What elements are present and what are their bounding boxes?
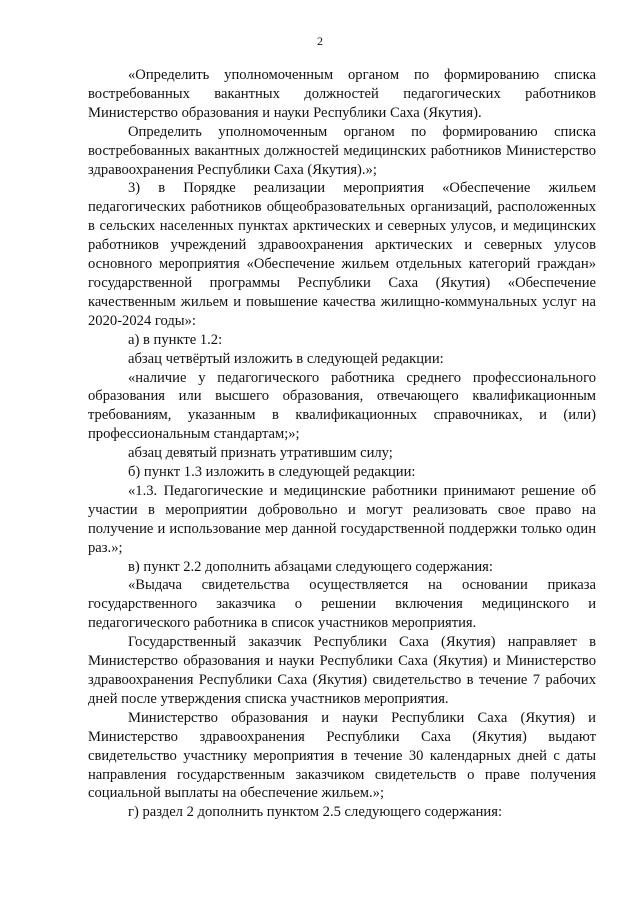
paragraph-procedure-item-3: 3) в Порядке реализации мероприятия «Обеспечение жильем педагогических работников общеобразовательных организаций, расположенных в сельских населенных пунктах арктических и северных улусов, и медицинских работников учреждений здравоохранения арктических и северных улусов основного мероприятия «Обеспечение жильем отдельных категорий граждан» государственной программы Республики Саха (Якутия) «Обеспечение качественным жильем и повышение качества жилищно-коммунальных услуг на 2020-2024 годы»:: [88, 180, 596, 329]
paragraph-certificate-issue: «Выдача свидетельства осуществляется на основании приказа государственного заказчика о решении включения медицинского и педагогического работника в список участников мероприятия.: [88, 577, 596, 632]
paragraph-subitem-g: г) раздел 2 дополнить пунктом 2.5 следующего содержания:: [128, 804, 503, 821]
paragraph-state-customer: Государственный заказчик Республики Саха (Якутия) направляет в Министерство образования и науки Республики Саха (Якутия) и Министерство здравоохранения Республики Саха (Якутия) свидетельство в течение 7 рабочих дней после утверждения списка участников мероприятия.: [88, 634, 596, 707]
paragraph-subitem-v: в) пункт 2.2 дополнить абзацами следующего содержания:: [128, 558, 493, 575]
paragraph-ministries-issue: Министерство образования и науки Республики Саха (Якутия) и Министерство здравоохранения Республики Саха (Якутия) выдают свидетельство участнику мероприятия в течение 30 календарных дней с даты направления государственным заказчиком свидетельств о праве получения социальной выплаты на обеспечение жильем.»;: [88, 709, 596, 802]
paragraph-quoted-qualification: «наличие у педагогического работника среднего профессионального образования или высшего образования, отвечающего квалификационным требованиям, указанным в квалификационных справочниках, и (или) профессиональным стандартам;»;: [88, 369, 596, 443]
paragraph-subitem-b: б) пункт 1.3 изложить в следующей редакции:: [128, 464, 416, 481]
page-number: 2: [317, 34, 323, 48]
paragraph-fourth-abzac: абзац четвёртый изложить в следующей редакции:: [128, 350, 444, 367]
paragraph-subitem-a: а) в пункте 1.2:: [128, 331, 223, 348]
document-body: [88, 66, 596, 822]
paragraph-quoted-1-3: «1.3. Педагогические и медицинские работники принимают решение об участии в мероприятии добровольно и могут реализовать свое право на получение и использование мер данной государственной поддержки только один раз.»;: [88, 482, 596, 556]
paragraph-education-authority: «Определить уполномоченным органом по формированию списка востребованных вакантных должностей педагогических работников Министерство образования и науки Республики Саха (Якутия).: [88, 67, 596, 121]
paragraph-health-authority: Определить уполномоченным органом по формированию списка востребованных вакантных должностей медицинских работников Министерство здравоохранения Республики Саха (Якутия).»;: [88, 123, 596, 178]
paragraph-ninth-abzac: абзац девятый признать утратившим силу;: [128, 445, 393, 462]
